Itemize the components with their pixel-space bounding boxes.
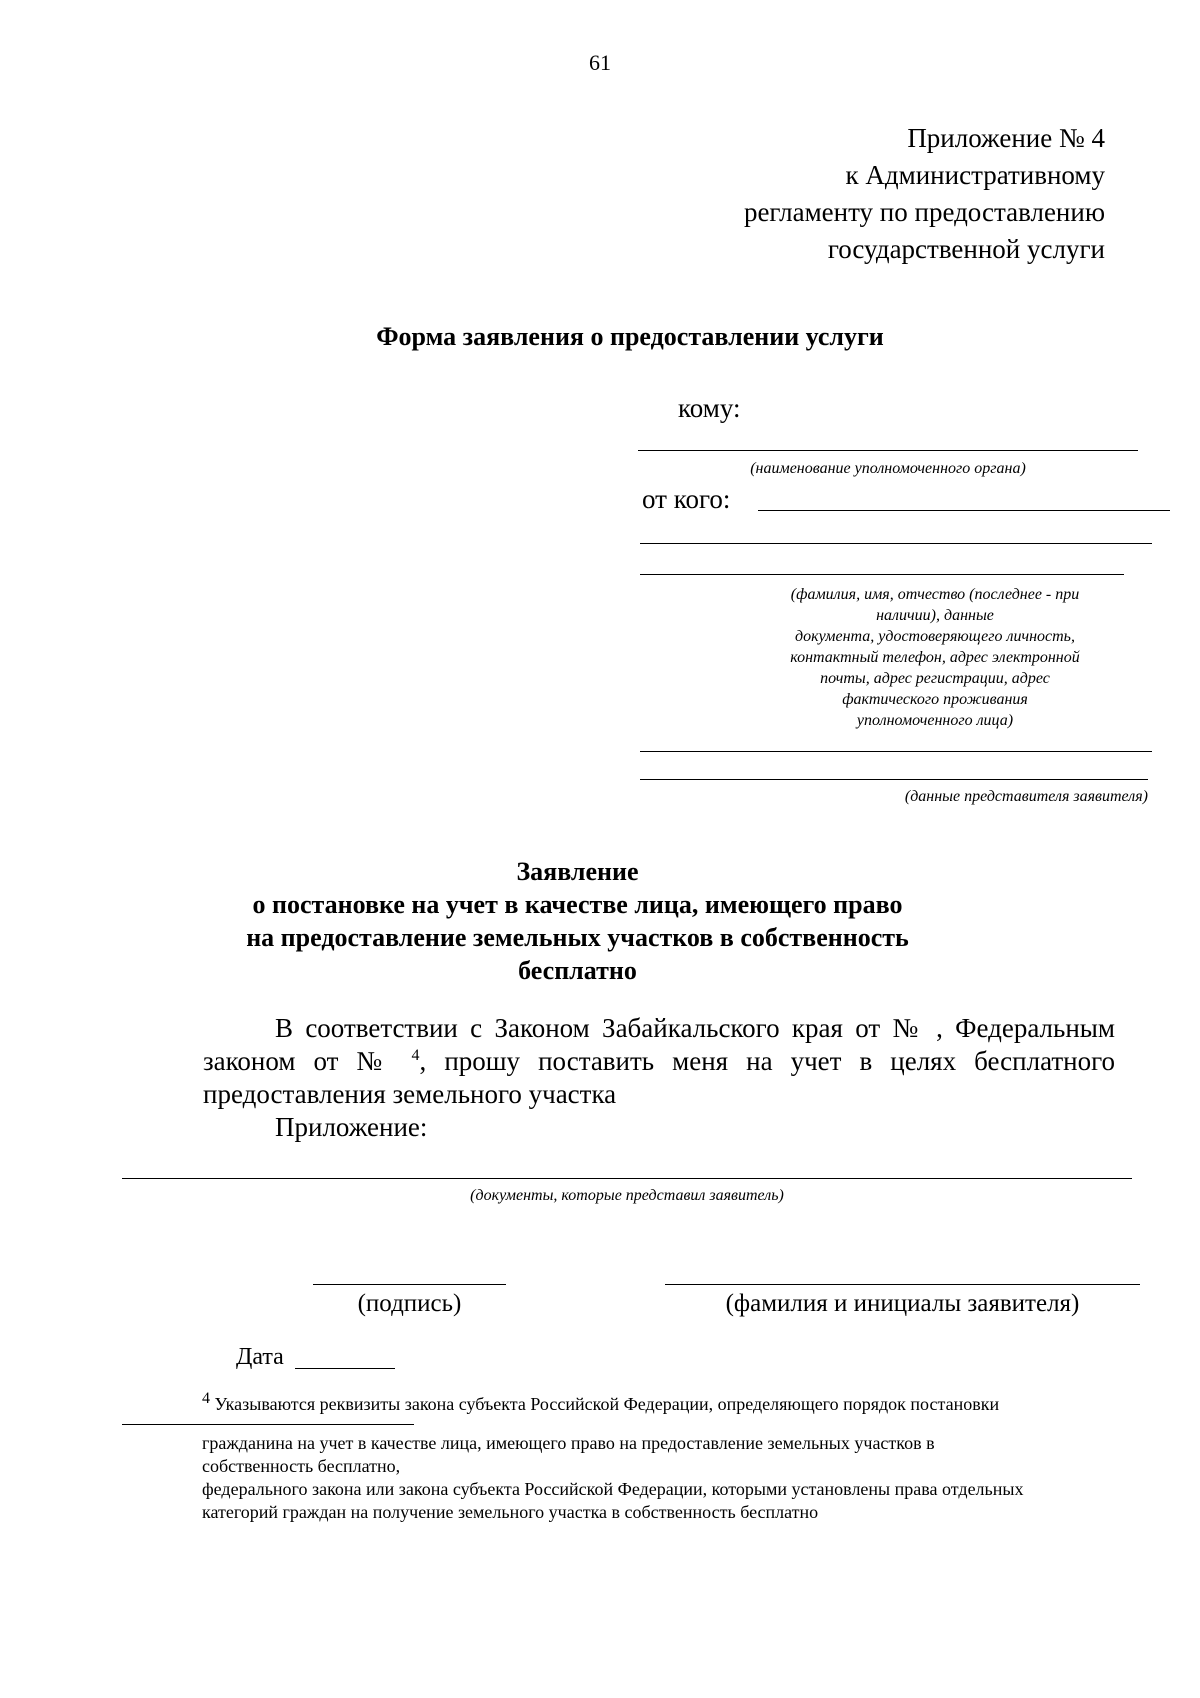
from-field-line-3[interactable] (640, 574, 1124, 575)
statement-body (203, 1012, 1115, 1144)
footnote-text-5: категорий граждан на получение земельного участка в собственность бесплатно (202, 1502, 819, 1522)
footnote-text-4: федерального закона или закона субъекта Российской Федерации, которыми установлены права отдельных (202, 1479, 1024, 1499)
from-caption-line: (фамилия, имя, отчество (последнее - при (790, 586, 1080, 603)
body-line-2-start: законом от № (203, 1046, 394, 1076)
appendix-line-3: регламенту по предоставлению (743, 197, 1105, 227)
to-label: кому: (678, 393, 741, 423)
footnote-line-1 (202, 1390, 1000, 1416)
footnote-mark: 4 (202, 1390, 210, 1407)
from-caption-line: почты, адрес регистрации, адрес (820, 670, 1050, 687)
statement-subtitle-line: на предоставление земельных участков в собственность (246, 923, 909, 952)
attachment-label: Приложение: (275, 1112, 428, 1142)
appendix-line-4: государственной услуги (827, 234, 1105, 264)
representative-line-1[interactable] (640, 751, 1152, 752)
footnote-text-1: Указываются реквизиты закона субъекта Российской Федерации, определяющего порядок постановки (214, 1394, 1000, 1414)
statement-title: Заявление (516, 857, 639, 886)
from-label: от кого: (642, 484, 731, 514)
appendix-line-2: к Административному (845, 160, 1105, 190)
statement-subtitle-line: бесплатно (518, 956, 637, 985)
footnote-text-3: собственность бесплатно, (202, 1456, 401, 1476)
page-number: 61 (589, 50, 611, 75)
body-line-1: В соответствии с Законом Забайкальского края от № , Федеральным (275, 1013, 1115, 1043)
representative-line-2[interactable] (640, 779, 1148, 780)
signature-field-line[interactable] (313, 1284, 506, 1285)
representative-caption: (данные представителя заявителя) (904, 788, 1148, 805)
name-caption: (фамилия и инициалы заявителя) (725, 1290, 1080, 1317)
date-field-line[interactable] (295, 1368, 395, 1369)
from-caption-line: наличии), данные (876, 607, 994, 624)
date-label: Дата (236, 1344, 284, 1370)
body-line-2-end: , прошу поставить меня на учет в целях бесплатного (419, 1046, 1116, 1076)
footnote-separator (122, 1424, 414, 1425)
signature-caption: (подпись) (357, 1290, 462, 1317)
to-field-line[interactable] (638, 450, 1138, 451)
from-caption (730, 584, 1140, 731)
footnote-ref[interactable]: 4 (411, 1047, 420, 1064)
form-title: Форма заявления о предоставлении услуги (376, 322, 884, 351)
from-caption-line: фактического проживания (842, 691, 1028, 708)
from-caption-line: уполномоченного лица) (856, 712, 1014, 729)
body-line-2 (203, 1045, 1115, 1078)
appendix-line-1: Приложение № 4 (907, 123, 1105, 153)
from-field-line-1[interactable] (758, 510, 1170, 511)
body-line-3: предоставления земельного участка (203, 1079, 617, 1109)
from-caption-line: документа, удостоверяющего личность, (795, 628, 1075, 645)
name-field-line[interactable] (665, 1284, 1140, 1285)
footnote-body (202, 1432, 1023, 1524)
statement-heading (0, 855, 1155, 987)
to-caption: (наименование уполномоченного органа) (750, 460, 1026, 477)
from-field-line-2[interactable] (640, 543, 1152, 544)
from-caption-line: контактный телефон, адрес электронной (790, 649, 1080, 666)
appendix-header (744, 120, 1105, 268)
footnote-text-2: гражданина на учет в качестве лица, имеющего право на предоставление земельных участков в (202, 1433, 935, 1453)
statement-subtitle-line: о постановке на учет в качестве лица, имеющего право (252, 890, 903, 919)
attachment-caption: (документы, которые представил заявитель) (470, 1187, 784, 1204)
attachment-field-line[interactable] (122, 1178, 1132, 1179)
